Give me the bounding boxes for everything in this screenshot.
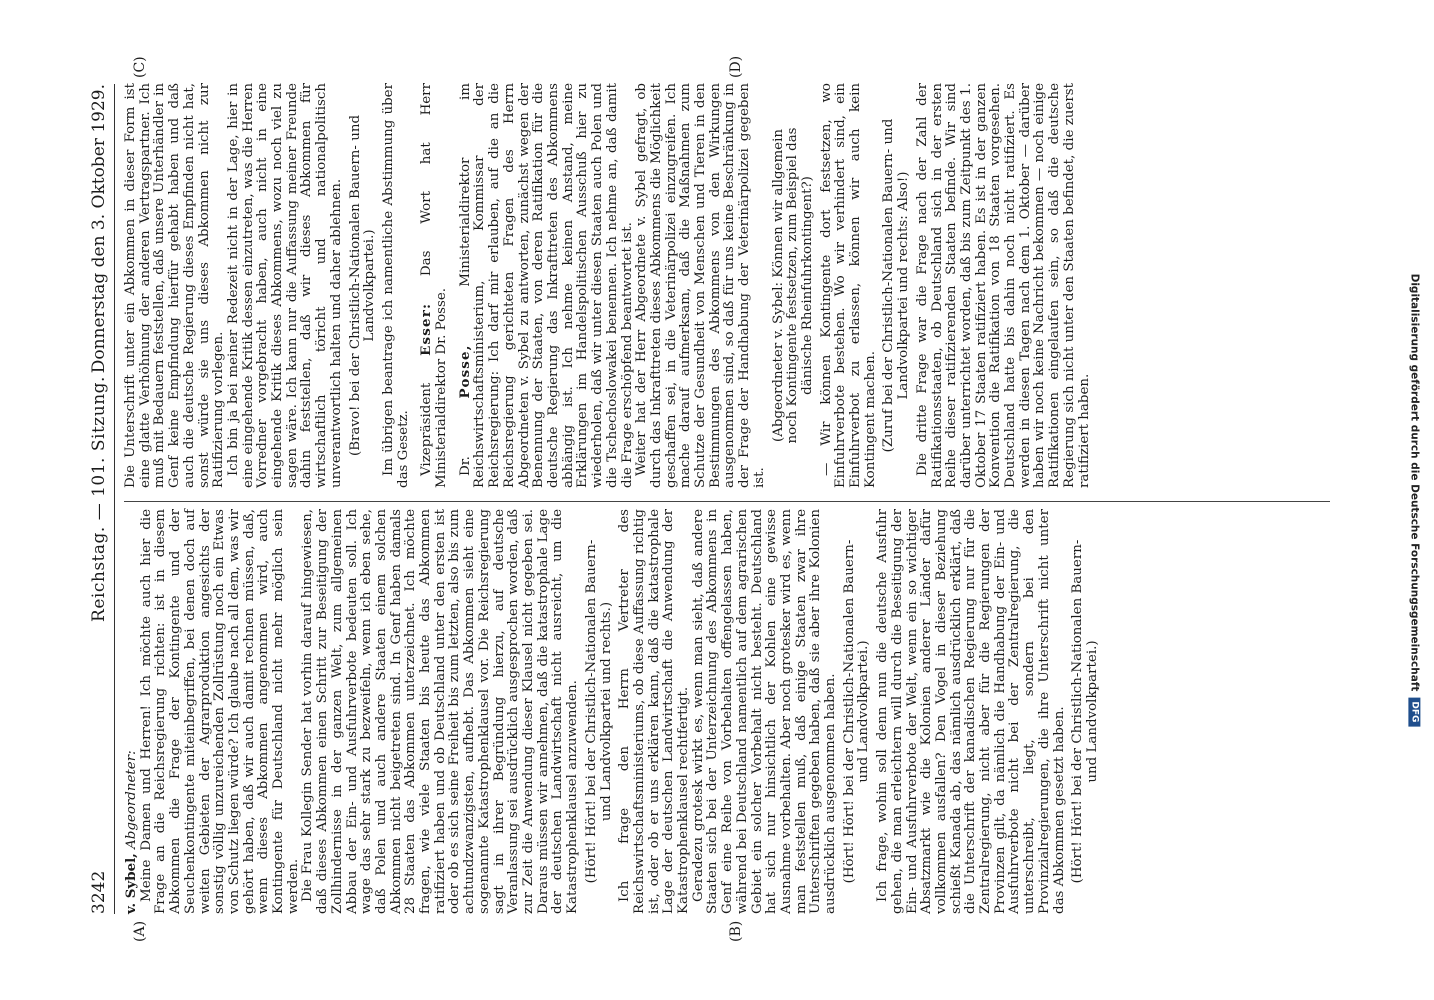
funding-text: Digitalisierung gefördert durch die Deutsche Forschungsgemeinschaft [1408,273,1420,692]
page-number: 3242 [89,870,109,914]
speaker-paragraph [458,83,635,488]
speaker-paragraph [419,83,449,488]
speaker-title: Dr. [457,456,473,476]
dfg-logo: DFG [1408,697,1420,726]
paragraph: Ich bin ja bei meiner Redezeit nicht in der Lage, hier in eine eingehende Kritik dessen einzutreten, was die Herren Vorredner vorgebracht haben, auch nicht in eine eingehende Kritik dieses Abkommens, wozu noch viel zu sagen wäre. Ich kann nur die Auffassung meiner Freunde dahin feststellen, daß wir dieses Abkommen für wirtschaftlich töricht und nationalpolitisch unverantwortlich halten und daher ablehnen. [225,83,344,488]
left-column [124,509,1105,914]
right-column [124,83,1092,488]
interjection: (Hört! Hört! bei der Christlich-Nationalen Bauern- und Landvolkpartei und rechts.) [583,539,614,884]
paragraph: — Wir können Kontingente dort festsetzen, wo Einfuhrverbote bestehen. Wo wir verhindert sind, ein Einfuhrverbot zu erlassen, können wir auch kein Kontingent machen. [818,83,878,488]
speaker-role: Abgeordneter: [124,750,139,849]
speech-text: Das Wort hat Herr Ministerialdirektor Dr. Posse. [419,83,450,488]
paragraph: Meine Damen und Herren! Ich möchte auch hier die Frage an die Reichsregierung richten: ist in diesem Abkommen die Frage der Kontingente und der Seuchenkontingente miteinbegriffen, bei denen doch auf weiten Gebieten der Agrarproduktion angesichts der sonstig völlig unzureichenden Zollrüstung noch ein Etwas von Schutz liegen würde? Ich glaube nach all dem, was wir gehört haben, daß wir auch damit rechnen müssen, daß, wenn dieses Abkommen angenommen wird, auch Kontingente für Deutschland nicht mehr möglich sein werden. [138,509,301,914]
speaker-name: v. Sybel, [123,853,139,914]
speech-text: Ministerialdirektor im Reichswirtschaftsministerium, Kommissar der Reichsregierung: Ich darf mir erlauben, auf die an die Reichsregierung gerichteten Fragen des Herrn Abgeordneten v. Sybel zu antworten, zunächst wegen der Benennung der Staaten, von deren Ratifikation für die deutsche Regierung das Inkrafttreten des Abkommens abhängig ist. Ich nehme keinen Anstand, meine Erklärungen im Handelspolitischen Ausschuß hier zu wiederholen, daß wir unter diesen Staaten auch Polen und die Tschechoslowakei benennen. Ich nehme an, daß damit die Frage erschöpfend beantwortet ist. [457,83,635,488]
page-title: Reichstag. — 101. Sitzung. [89,376,109,622]
paragraph: Die Unterschrift unter ein Abkommen in dieser Form ist eine glatte Verhöhnung der anderen Vertragspartner. Ich muß mit Bedauern feststellen, daß unsere Unterhändler in Genf keine Empfindung hierfür gehabt haben und daß auch die deutsche Regierung dieses Empfinden nicht hat, sonst würde sie uns dieses Abkommen nicht zur Ratifizierung vorlegen. [123,83,227,488]
speaker-name: Esser: [418,302,435,356]
funding-sidebar [1402,20,1426,980]
margin-marker-c: (C) [132,56,148,78]
paragraph: Im übrigen beantrage ich namentliche Abstimmung über das Gesetz. [380,83,411,488]
interjection: (Zuruf bei der Christlich-Nationalen Bauern- und Landvolkpartei und rechts: Also!) [881,118,912,453]
speaker-name: Posse, [456,344,473,399]
page-header [88,84,115,914]
margin-marker-d: (D) [728,55,744,78]
margin-marker-a: (A) [132,920,148,942]
column-divider [124,501,1330,502]
paragraph: Weiter hat der Herr Abgeordnete v. Sybel gefragt, ob durch das Inkrafttreten dieses Abkommens die Möglichkeit geschaffen sei, in die Veterinärpolizei einzugreifen. Ich mache darauf aufmerksam, daß die Maßnahmen zum Schutze der Gesundheit von Menschen und Tieren in den Bestimmungen des Abkommens von den Wirkungen ausgenommen sind, so daß für uns keine Beschränkung in der Frage der Handhabung der Veterinärpolizei gegeben ist. [634,83,767,488]
interjection: (Hört! Hört! bei der Christlich-Nationalen Bauern- und Landvolkpartei.) [841,539,872,884]
paragraph: Ich frage den Herrn Vertreter des Reichswirtschaftsministeriums, ob diese Auffassung richtig ist, oder ob er uns erklären kann, daß die katastrophale Lage der deutschen Landwirtschaft die Anwendung der Katastrophenklausel rechtfertigt. [617,509,692,914]
paragraph: Die dritte Frage war die Frage nach der Zahl der Ratifikationsstaaten, ob Deutschland sich in der ersten Reihe dieser ratifizierenden Staaten befinde. Wir sind darüber unterrichtet worden, daß bis zum Zeitpunkt des 1. Oktober 17 Staaten ratifiziert haben. Es ist in der ganzen Konvention die Ratifikation von 18 Staaten vorgesehen. Deutschland hatte bis dahin noch nicht ratifiziert. Es werden in diesen Tagen nach dem 1. Oktober — darüber haben wir noch keine Nachricht bekommen — noch einige Ratifikationen eingelaufen sein, so daß die deutsche Regierung sich nicht unter den Staaten befindet, die zuerst ratifiziert haben. [914,83,1092,488]
paragraph: Geradezu grotesk wirkt es, wenn man sieht, daß andere Staaten sich bei der Unterzeichnung des Abkommens in Genf eine Reihe von Vorbehalten offengelassen haben, während bei Deutschland namentlich auf dem agrarischen Gebiet ein solcher Vorbehalt nicht besteht. Deutschland hat sich nur hinsichtlich der Kohlen eine gewisse Ausnahme vorbehalten. Aber noch grotesker wird es, wenn man feststellen muß, daß einige Staaten zwar ihre Unterschriften gegeben haben, daß sie aber ihre Kolonien ausdrücklich ausgenommen haben. [690,509,839,914]
interjection: (Abgeordneter v. Sybel: Können wir allgemein noch Kontingente festsetzen, zum Beispiel das dänische Rheinfuhrkontingent?) [770,127,815,444]
interjection: (Bravo! bei der Christlich-Nationalen Bauern- und Landvolkpartei.) [347,114,378,457]
margin-marker-b: (B) [728,920,744,942]
paragraph: Die Frau Kollegin Sender hat vorhin darauf hingewiesen, daß dieses Abkommen einen Schritt zur Beseitigung der Zollhindernisse in der ganzen Welt, zum allgemeinen Abbau der Ein- und Ausfuhrverbote bedeuten soll. Ich wage das sehr stark zu bezweifeln, wenn ich eben sehe, daß Polen und auch andere Staaten einem solchen Abkommen nicht beigetreten sind. In Genf haben damals 28 Staaten das Abkommen unterzeichnet. Ich möchte fragen, wie viele Staaten bis heute das Abkommen ratifiziert haben und ob Deutschland unter den ersten ist oder ob es sich seine Freiheit bis zum letzten, also bis zum achtundzwanzigsten, aufhebt. Das Abkommen sieht eine sogenannte Katastrophenklausel vor. Die Reichsregierung sagt in ihrer Begründung hierzu, auf deutsche Veranlassung sei ausdrücklich ausgesprochen worden, daß zur Zeit die Anwendung dieser Klausel nicht gegeben sei. Daraus müssen wir annehmen, daß die katastrophale Lage der deutschen Landwirtschaft nicht ausreicht, um die Katastrophenklausel anzuwenden. [300,509,581,914]
speaker-title: Vizepräsident [419,382,435,476]
interjection: (Hört! Hört! bei der Christlich-Nationalen Bauern- und Landvolkpartei.) [1070,539,1100,884]
session-date: Donnerstag den 3. Oktober 1929. [89,84,109,374]
speaker-line [124,509,140,914]
paragraph: Ich frage, wohin soll denn nun die deutsche Ausfuhr gehen, die man erleichtern will durch die Beseitigung der Ein- und Ausfuhrverbote der Welt, wenn ein so wichtiger Absatzmarkt wie die Kolonien anderer Länder dafür vollkommen ausfallen? Den Vogel in dieser Beziehung schießt Kanada ab, das nämlich ausdrücklich erklärt, daß die Unterschrift der kanadischen Regierung nur für die Zentralregierung, nicht aber für die Regierungen der Provinzen gilt, da nämlich die Handhabung der Ein- und Ausfuhrverbote nicht bei der Zentralregierung, die unterschreibt, liegt, sondern bei den Provinzialregierungen, die ihre Unterschrift nicht unter das Abkommen gesetzt haben. [875,509,1067,914]
